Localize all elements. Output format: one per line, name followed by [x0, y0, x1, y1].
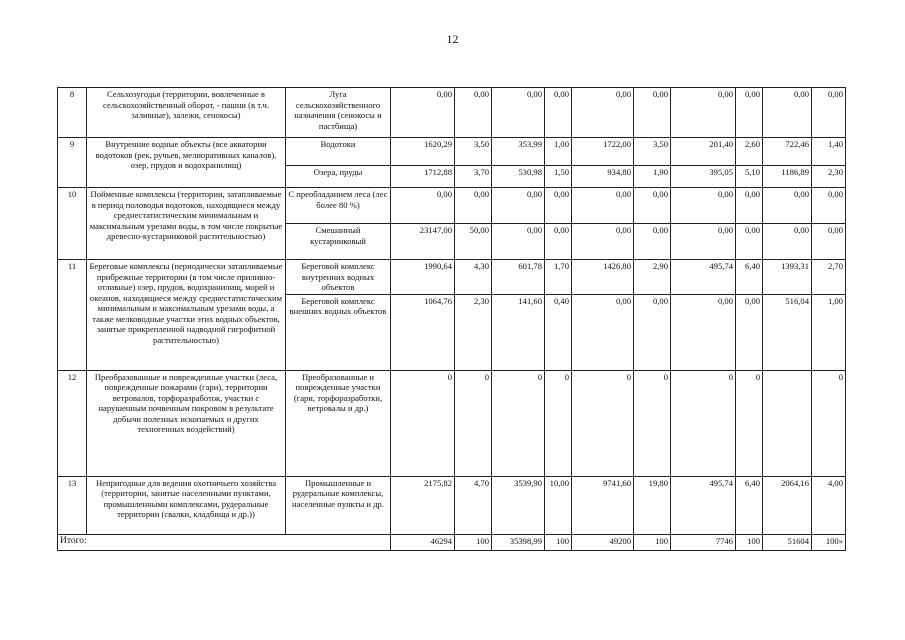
habitat-category: Береговой комплекс внешних водных объектов: [286, 294, 391, 370]
area-value: 9741,60: [572, 476, 634, 534]
total-percent-value: 100: [545, 534, 572, 550]
habitat-category: С преобладанием леса (лес более 80 %): [286, 188, 391, 224]
row-number: 13: [58, 476, 87, 534]
percent-value: 0,00: [634, 88, 671, 138]
area-value: 0,00: [492, 224, 545, 260]
area-value: 0,00: [492, 188, 545, 224]
area-value: 0,00: [572, 294, 634, 370]
area-value: 0,00: [671, 294, 736, 370]
area-value: 601,78: [492, 260, 545, 295]
percent-value: 1,40: [812, 138, 846, 166]
habitat-category: Промышленные и рудеральные комплексы, населенные пункты и др.: [286, 476, 391, 534]
total-percent-value: 100: [455, 534, 492, 550]
area-value: 0,00: [391, 88, 455, 138]
area-value: 495,74: [671, 260, 736, 295]
area-value: 1393,31: [763, 260, 812, 295]
percent-value: 2,30: [455, 294, 492, 370]
percent-value: 2,30: [812, 166, 846, 188]
table-row: [58, 88, 846, 138]
habitat-category: Луга сельскохозяйственного назначения (сенокосы и пастбища): [286, 88, 391, 138]
area-value: 0: [492, 370, 545, 476]
area-value: 0,00: [572, 188, 634, 224]
percent-value: 2,60: [736, 138, 763, 166]
habitat-category: Водотоки: [286, 138, 391, 166]
habitat-table: [57, 87, 846, 551]
area-value: 0,00: [763, 224, 812, 260]
row-number: 11: [58, 260, 87, 371]
percent-value: 1,00: [545, 138, 572, 166]
percent-value: 19,80: [634, 476, 671, 534]
area-value: 530,98: [492, 166, 545, 188]
percent-value: 0,00: [455, 188, 492, 224]
area-value: 0: [572, 370, 634, 476]
percent-value: 1,50: [545, 166, 572, 188]
area-value: 0,00: [572, 88, 634, 138]
table-row: [58, 188, 846, 224]
row-number: 12: [58, 370, 87, 476]
area-value: 0,00: [671, 88, 736, 138]
area-value: 353,99: [492, 138, 545, 166]
area-value: 495,74: [671, 476, 736, 534]
page-number: 12: [446, 32, 459, 46]
row-number: 8: [58, 88, 87, 138]
area-value: 141,60: [492, 294, 545, 370]
percent-value: 4,70: [455, 476, 492, 534]
area-value: 1426,80: [572, 260, 634, 295]
percent-value: 6,40: [736, 476, 763, 534]
row-number: 9: [58, 138, 87, 188]
row-number: 10: [58, 188, 87, 260]
percent-value: 2,90: [634, 260, 671, 295]
percent-value: 4,00: [812, 476, 846, 534]
percent-value: 0: [736, 370, 763, 476]
percent-value: 0,00: [812, 88, 846, 138]
table-row: [58, 138, 846, 166]
percent-value: 0,00: [736, 188, 763, 224]
percent-value: 0,00: [634, 224, 671, 260]
area-value: 1620,29: [391, 138, 455, 166]
total-row: [58, 534, 846, 550]
total-area-value: 49200: [572, 534, 634, 550]
area-value: 1722,00: [572, 138, 634, 166]
percent-value: 3,70: [455, 166, 492, 188]
habitat-description: Внутренние водные объекты (все акватории водотоков (рек, ручьев, мелиоративных каналов), озер, прудов и водохранилищ): [87, 138, 286, 188]
total-area-value: 35398,99: [492, 534, 545, 550]
area-value: 0: [391, 370, 455, 476]
habitat-description: Непригодные для ведения охотничьего хозяйства (территории, занятые населенными пунктами, промышленными комплексами, рудеральные территории (свалки, кладбища и др.)): [87, 476, 286, 534]
percent-value: 2,70: [812, 260, 846, 295]
habitat-category: Озера, пруды: [286, 166, 391, 188]
area-value: 0,00: [492, 88, 545, 138]
percent-value: 0,00: [736, 294, 763, 370]
percent-value: 1,70: [545, 260, 572, 295]
percent-value: 0: [455, 370, 492, 476]
area-value: 934,80: [572, 166, 634, 188]
total-percent-value: 100: [736, 534, 763, 550]
total-label: Итого:: [58, 534, 391, 550]
table-row: [58, 260, 846, 295]
area-value: 0,00: [763, 88, 812, 138]
habitat-description: Пойменные комплексы (территории, затапливаемые в период половодья водотоков, находящиеся между среднестатистическим минимальным и максимальным урезами воды, в том числе покрытые древесно-кустарниковой растительностью): [87, 188, 286, 260]
area-value: 395,05: [671, 166, 736, 188]
percent-value: 50,00: [455, 224, 492, 260]
habitat-category: Береговой комплекс внутренних водных объектов: [286, 260, 391, 295]
percent-value: 0,00: [736, 88, 763, 138]
percent-value: 0,00: [812, 188, 846, 224]
percent-value: 0: [545, 370, 572, 476]
total-area-value: 51604: [763, 534, 812, 550]
area-value: 0: [671, 370, 736, 476]
area-value: 0,00: [391, 188, 455, 224]
percent-value: 0,00: [634, 294, 671, 370]
percent-value: 0,40: [545, 294, 572, 370]
habitat-description: Сельхозугодья (территории, вовлеченные в сельскохозяйственный оборот, - пашни (в т.ч. заливные), залежи, сенокосы): [87, 88, 286, 138]
area-value: 1712,88: [391, 166, 455, 188]
area-value: 0,00: [671, 188, 736, 224]
percent-value: 0,00: [455, 88, 492, 138]
area-value: 23147,00: [391, 224, 455, 260]
area-value: 1990,64: [391, 260, 455, 295]
total-percent-value: 100: [634, 534, 671, 550]
habitat-category: Смешанный кустарниковый: [286, 224, 391, 260]
percent-value: 3,50: [634, 138, 671, 166]
area-value: 3539,90: [492, 476, 545, 534]
percent-value: 0: [634, 370, 671, 476]
percent-value: 10,00: [545, 476, 572, 534]
percent-value: 0,00: [812, 224, 846, 260]
percent-value: 1,00: [812, 294, 846, 370]
area-value: 201,40: [671, 138, 736, 166]
table-row: [58, 476, 846, 534]
percent-value: 5,10: [736, 166, 763, 188]
total-area-value: 46294: [391, 534, 455, 550]
percent-value: 0,00: [736, 224, 763, 260]
area-value: 1064,76: [391, 294, 455, 370]
percent-value: 0,00: [545, 224, 572, 260]
table-row: [58, 370, 846, 476]
habitat-description: Преобразованные и поврежденные участки (леса, поврежденные пожарами (гари), территории ветровалов, торфоразработок, участки с нарушенным почвенным покровом в результате добычи полезных ископаемых и других техногенных воздействий): [87, 370, 286, 476]
table-body: [58, 88, 846, 551]
area-value: [763, 370, 812, 476]
total-percent-value: 100»: [812, 534, 846, 550]
percent-value: 3,50: [455, 138, 492, 166]
area-value: 0,00: [572, 224, 634, 260]
total-area-value: 7746: [671, 534, 736, 550]
habitat-category: Преобразованные и поврежденные участки (гари, торфоразработки, ветровалы и др.): [286, 370, 391, 476]
area-value: 0,00: [763, 188, 812, 224]
area-value: 0,00: [671, 224, 736, 260]
area-value: 1186,89: [763, 166, 812, 188]
area-value: 2175,82: [391, 476, 455, 534]
percent-value: 0,00: [634, 188, 671, 224]
area-value: 516,04: [763, 294, 812, 370]
area-value: 722,46: [763, 138, 812, 166]
percent-value: 0,00: [545, 88, 572, 138]
percent-value: 6,40: [736, 260, 763, 295]
percent-value: 0: [812, 370, 846, 476]
percent-value: 4,30: [455, 260, 492, 295]
habitat-description: Береговые комплексы (периодически затапливаемые прибрежные территории (в том числе приливно-отливные) озер, прудов, водохранилищ, морей и океанов, находящиеся между среднестатистическим минимальным и максимальным урезами воды, а также мелководные участки этих водных объектов, занятые прикрепленной надводной гигрофитной растительностью): [87, 260, 286, 371]
percent-value: 0,00: [545, 188, 572, 224]
area-value: 2064,16: [763, 476, 812, 534]
percent-value: 1,90: [634, 166, 671, 188]
